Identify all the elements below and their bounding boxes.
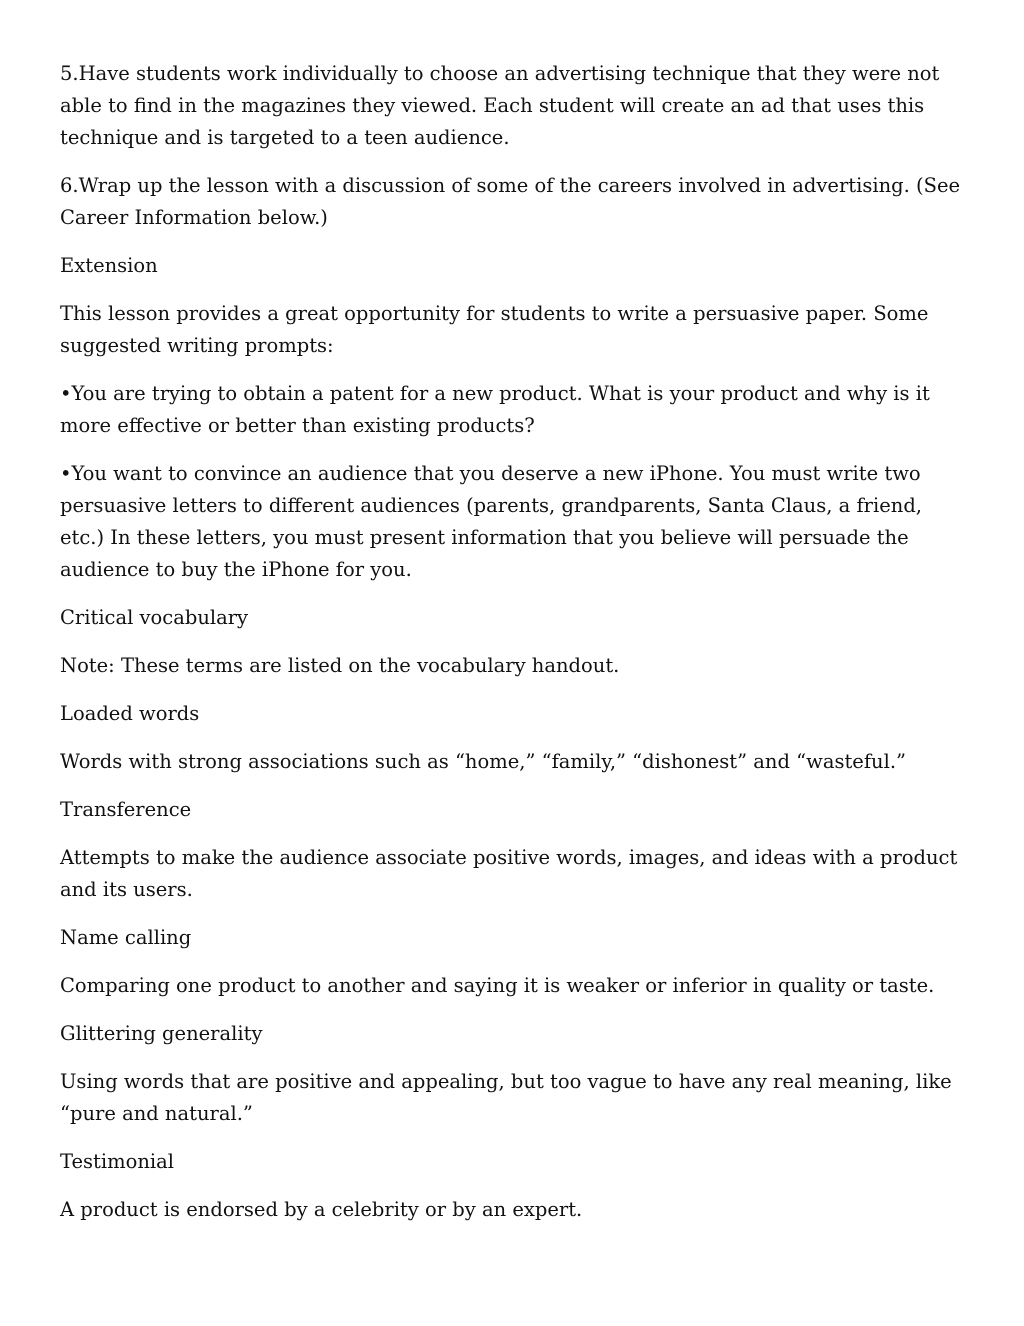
extension-heading: Extension xyxy=(60,254,158,277)
definition-transference: Attempts to make the audience associate positive words, images, and ideas with a product and its users. xyxy=(60,846,958,901)
vocabulary-note: Note: These terms are listed on the vocabulary handout. xyxy=(60,654,620,677)
prompt-iphone-item: •You want to convince an audience that you deserve a new iPhone. You must write two persuasive letters to different audiences (parents, grandparents, Santa Claus, a friend, etc.) In these letters, you must present information that you believe will persuade the audience to buy the iPhone for you. xyxy=(60,462,923,581)
critical-vocabulary-heading: Critical vocabulary xyxy=(60,606,249,629)
extension-intro-paragraph: This lesson provides a great opportunity for students to write a persuasive paper. Some suggested writing prompts: xyxy=(60,302,929,357)
definition-glittering-generality: Using words that are positive and appealing, but too vague to have any real meaning, like “pure and natural.” xyxy=(60,1070,952,1125)
term-loaded-words: Loaded words xyxy=(60,702,200,725)
prompt-patent-item: •You are trying to obtain a patent for a new product. What is your product and why is it more effective or better than existing products? xyxy=(60,382,930,437)
document-page xyxy=(60,58,972,1242)
step-6-paragraph: 6.Wrap up the lesson with a discussion of some of the careers involved in advertising. (See Career Information below.) xyxy=(60,174,961,229)
step-5-paragraph: 5.Have students work individually to choose an advertising technique that they were not able to find in the magazines they viewed. Each student will create an ad that uses this technique and is targeted to a teen audience. xyxy=(60,62,940,149)
definition-loaded-words: Words with strong associations such as “home,” “family,” “dishonest” and “wasteful.” xyxy=(60,750,907,773)
term-glittering-generality: Glittering generality xyxy=(60,1022,263,1045)
definition-testimonial: A product is endorsed by a celebrity or by an expert. xyxy=(60,1198,583,1221)
definition-name-calling: Comparing one product to another and saying it is weaker or inferior in quality or taste. xyxy=(60,974,935,997)
term-testimonial: Testimonial xyxy=(60,1150,175,1173)
term-transference: Transference xyxy=(60,798,192,821)
term-name-calling: Name calling xyxy=(60,926,192,949)
